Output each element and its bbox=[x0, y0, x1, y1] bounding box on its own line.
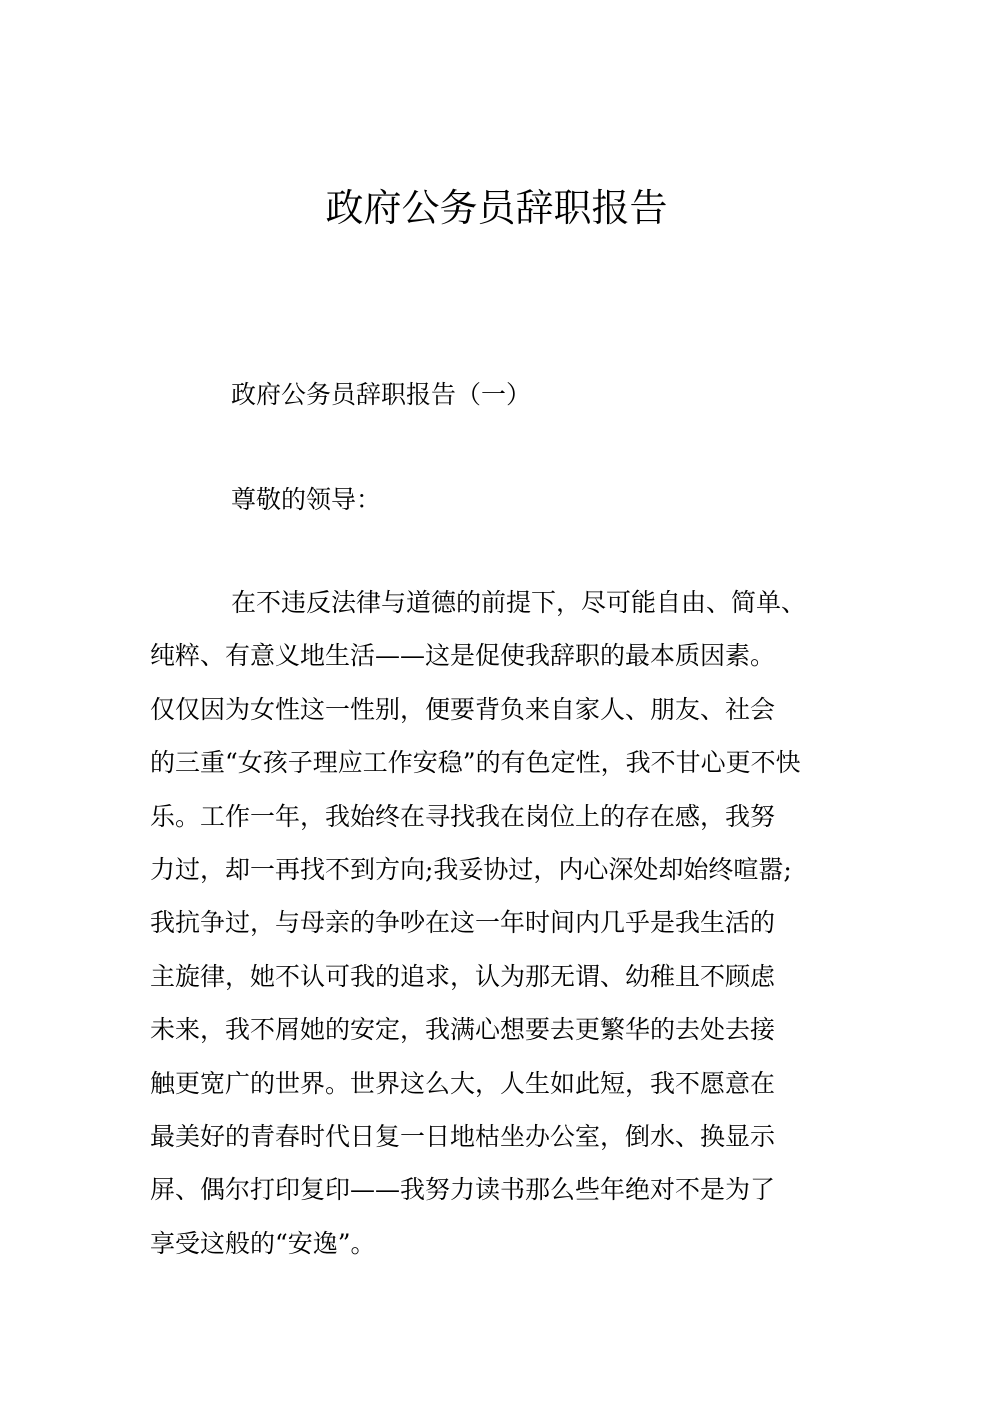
body-line: 主旋律，她不认可我的追求，认为那无谓、幼稚且不顾虑 bbox=[150, 961, 776, 991]
body-line: 的三重“女孩子理应工作安稳”的有色定性，我不甘心更不快 bbox=[150, 748, 801, 778]
body-line: 未来，我不屑她的安定，我满心想要去更繁华的去处去接 bbox=[150, 1015, 776, 1045]
body-line: 乐。工作一年，我始终在寻找我在岗位上的存在感，我努 bbox=[150, 801, 776, 831]
body-line: 触更宽广的世界。世界这么大，人生如此短，我不愿意在 bbox=[150, 1068, 776, 1098]
section-subtitle: 政府公务员辞职报告（一） bbox=[231, 380, 532, 409]
body-line: 最美好的青春时代日复一日地枯坐办公室，倒水、换显示 bbox=[150, 1122, 776, 1152]
body-line: 纯粹、有意义地生活——这是促使我辞职的最本质因素。 bbox=[150, 641, 776, 671]
body-line: 仅仅因为女性这一性别，便要背负来自家人、朋友、社会 bbox=[150, 694, 776, 724]
salutation: 尊敬的领导： bbox=[231, 485, 382, 514]
body-paragraph bbox=[150, 576, 850, 1270]
body-line: 屏、偶尔打印复印——我努力读书那么些年绝对不是为了 bbox=[150, 1175, 776, 1205]
document-title: 政府公务员辞职报告 bbox=[325, 186, 668, 230]
body-line: 力过，却一再找不到方向;我妥协过，内心深处却始终喧嚣; bbox=[150, 855, 792, 885]
body-line: 我抗争过，与母亲的争吵在这一年时间内几乎是我生活的 bbox=[150, 908, 776, 938]
body-line: 享受这般的“安逸”。 bbox=[150, 1228, 376, 1258]
body-line: 在不违反法律与道德的前提下，尽可能自由、简单、 bbox=[231, 588, 807, 617]
